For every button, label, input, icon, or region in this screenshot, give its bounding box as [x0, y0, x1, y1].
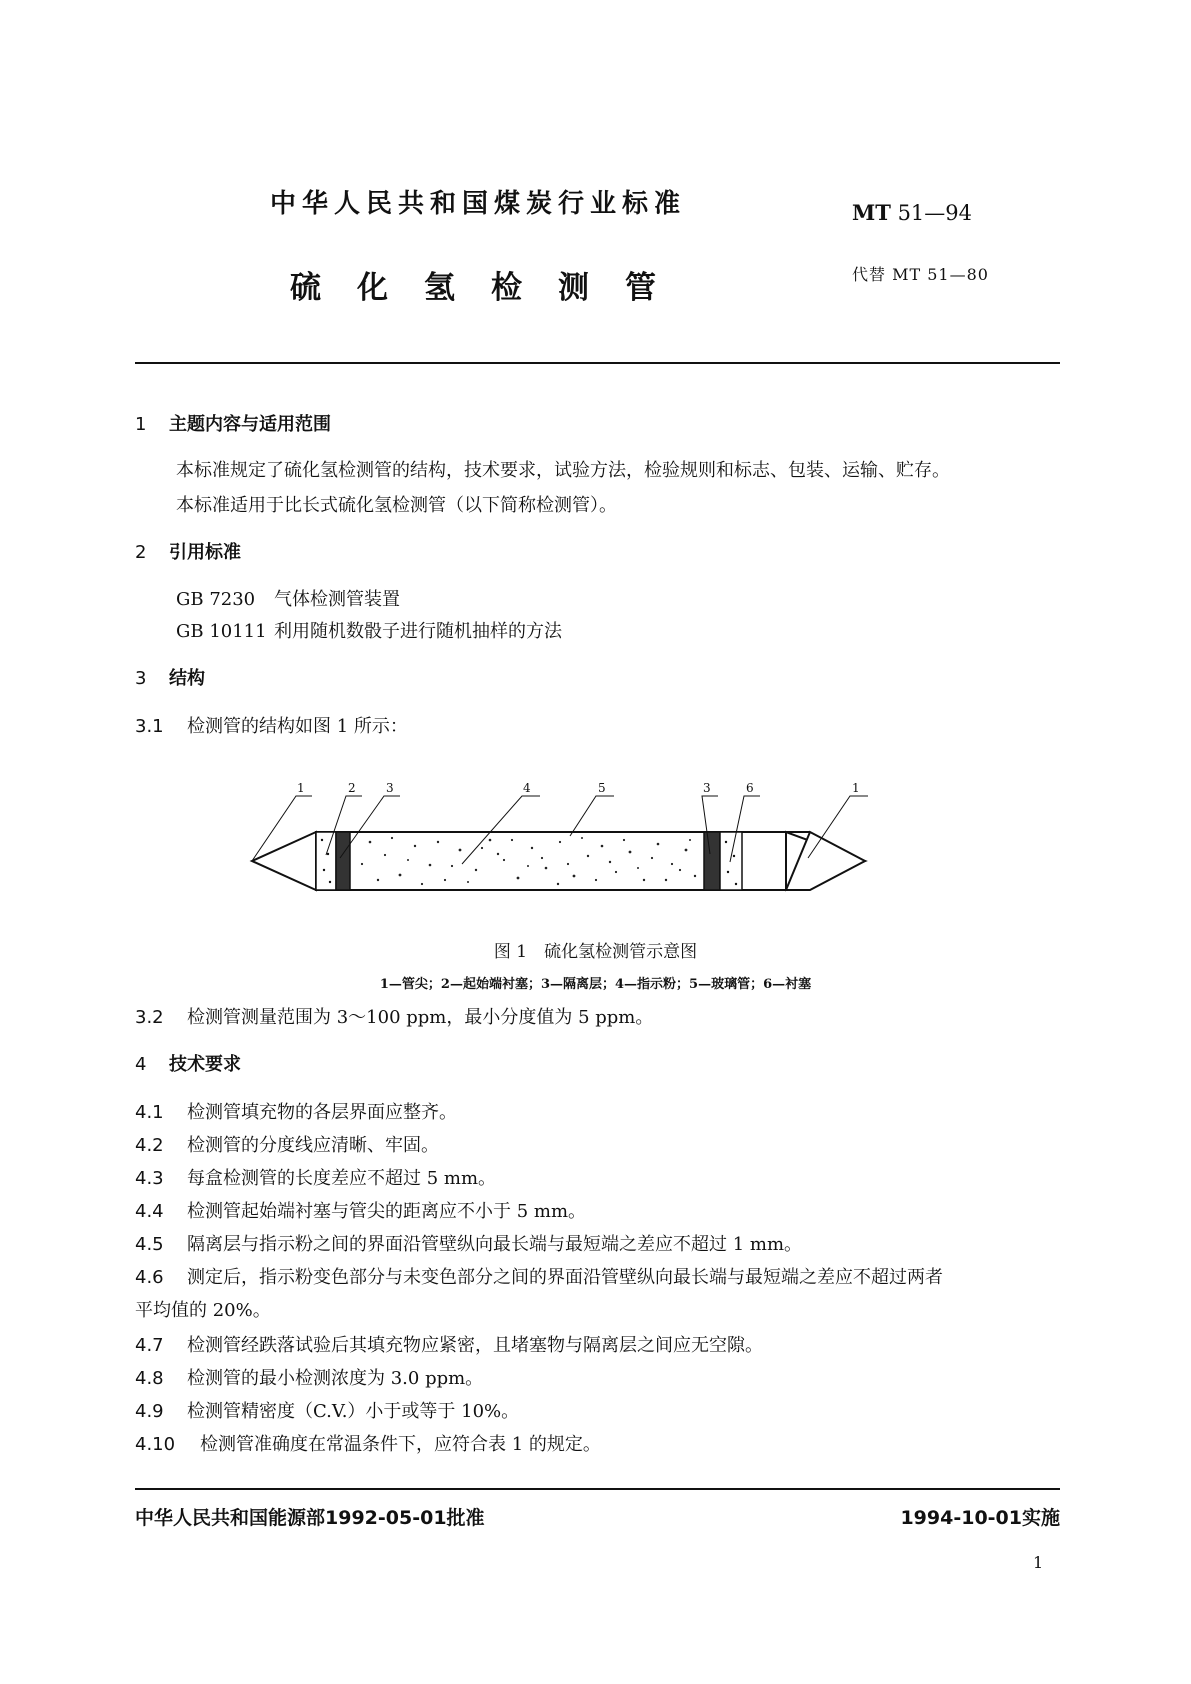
- section-3-number: 3: [135, 668, 147, 689]
- reference-row: [176, 585, 400, 611]
- clause-text: 测定后，指示粉变色部分与未变色部分之间的界面沿管壁纵向最长端与最短端之差应不超过两者: [187, 1267, 943, 1288]
- section-3-title: 结构: [169, 668, 205, 689]
- callout-3-left: 3: [386, 781, 394, 795]
- section-1-paragraph-2: 本标准适用于比长式硫化氢检测管（以下简称检测管）。: [176, 495, 617, 516]
- reference-code: GB 7230: [176, 589, 256, 610]
- org-title: 中华人民共和国煤炭行业标准: [270, 189, 687, 219]
- document-title: 硫化氢检测管: [290, 270, 692, 306]
- reference-row: [176, 617, 562, 643]
- clause-4-9: [135, 1397, 519, 1423]
- section-1-heading: [135, 410, 331, 436]
- clause-4-10: [135, 1430, 601, 1456]
- footer-divider: [135, 1488, 1060, 1490]
- clause-text: 检测管填充物的各层界面应整齐。: [187, 1102, 457, 1123]
- separator-layer-left: [336, 832, 350, 890]
- clause-number: 3.1: [135, 716, 164, 737]
- reference-title: 利用随机数骰子进行随机抽样的方法: [274, 621, 562, 642]
- callout-4: 4: [523, 781, 531, 795]
- callout-6: 6: [746, 781, 754, 795]
- clause-4-3: [135, 1164, 496, 1190]
- clause-4-8: [135, 1364, 483, 1390]
- callout-5: 5: [598, 781, 606, 795]
- section-1-number: 1: [135, 414, 147, 435]
- clause-number: 4.9: [135, 1401, 164, 1422]
- clause-text: 每盒检测管的长度差应不超过 5 mm。: [187, 1168, 497, 1189]
- clause-number: 4.4: [135, 1201, 164, 1222]
- callout-1-right: 1: [852, 781, 860, 795]
- clause-text: 检测管测量范围为 3～100 ppm，最小分度值为 5 ppm。: [187, 1007, 654, 1028]
- page-number: 1: [1033, 1553, 1044, 1572]
- clause-4-6: [135, 1263, 1060, 1289]
- standard-code-number: 51—94: [897, 201, 973, 225]
- section-4-number: 4: [135, 1054, 147, 1075]
- callout-2: 2: [348, 781, 356, 795]
- clause-text: 隔离层与指示粉之间的界面沿管壁纵向最长端与最短端之差应不超过 1 mm。: [187, 1234, 803, 1255]
- effective-date: 1994-10-01实施: [900, 1507, 1060, 1529]
- section-3-heading: [135, 664, 205, 690]
- clause-text: 检测管的分度线应清晰、牢固。: [187, 1135, 439, 1156]
- section-2-number: 2: [135, 542, 147, 563]
- clause-number: 4.5: [135, 1234, 164, 1255]
- clause-4-4: [135, 1197, 586, 1223]
- callout-1-left: 1: [297, 781, 305, 795]
- clause-text: 检测管精密度（C.V.）小于或等于 10%。: [187, 1401, 520, 1422]
- section-2-title: 引用标准: [169, 542, 241, 563]
- section-1-title: 主题内容与适用范围: [169, 414, 331, 435]
- clause-text: 检测管起始端衬塞与管尖的距离应不小于 5 mm。: [187, 1201, 587, 1222]
- clause-text: 检测管的最小检测浓度为 3.0 ppm。: [187, 1368, 484, 1389]
- approval-line: 中华人民共和国能源部1992-05-01批准: [135, 1507, 485, 1529]
- clause-4-5: [135, 1230, 802, 1256]
- clause-number: 4.8: [135, 1368, 164, 1389]
- callout-3-right: 3: [703, 781, 711, 795]
- replaces-standard: 代替 MT 51—80: [852, 265, 989, 284]
- start-plug: [316, 832, 336, 890]
- clause-text: 检测管准确度在常温条件下，应符合表 1 的规定。: [200, 1434, 601, 1455]
- clause-3-1: [135, 712, 408, 738]
- section-2-heading: [135, 538, 241, 564]
- clause-4-6-continued: 平均值的 20%。: [135, 1300, 271, 1321]
- clause-4-7: [135, 1331, 763, 1357]
- reference-title: 气体检测管装置: [274, 589, 400, 610]
- clause-number: 4.10: [135, 1434, 176, 1455]
- section-4-heading: [135, 1050, 241, 1076]
- end-plug: [720, 832, 742, 890]
- section-1-paragraph-1: 本标准规定了硫化氢检测管的结构，技术要求，试验方法，检验规则和标志、包装、运输、贮存。: [176, 460, 950, 481]
- clause-number: 3.2: [135, 1007, 164, 1028]
- clause-number: 4.2: [135, 1135, 164, 1156]
- reference-code: GB 10111: [176, 621, 267, 642]
- clause-number: 4.6: [135, 1267, 164, 1288]
- figure-caption: 图 1 硫化氢检测管示意图: [493, 942, 698, 962]
- tube-tip-left: [252, 832, 316, 890]
- figure-legend: 1—管尖；2—起始端衬塞；3—隔离层；4—指示粉；5—玻璃管；6—衬塞: [379, 977, 812, 992]
- standard-code-prefix: MT: [852, 200, 891, 225]
- clause-text: 检测管经跌落试验后其填充物应紧密，且堵塞物与隔离层之间应无空隙。: [187, 1335, 763, 1356]
- clause-4-1: [135, 1098, 457, 1124]
- section-4-title: 技术要求: [169, 1054, 241, 1075]
- clause-4-2: [135, 1131, 439, 1157]
- clause-text: 检测管的结构如图 1 所示：: [187, 716, 408, 737]
- detector-tube-figure: [240, 780, 940, 910]
- separator-layer-right: [704, 832, 720, 890]
- standard-code: [852, 200, 972, 225]
- clause-3-2: [135, 1003, 653, 1029]
- clause-number: 4.1: [135, 1102, 164, 1123]
- header-divider: [135, 362, 1060, 364]
- clause-number: 4.7: [135, 1335, 164, 1356]
- clause-number: 4.3: [135, 1168, 164, 1189]
